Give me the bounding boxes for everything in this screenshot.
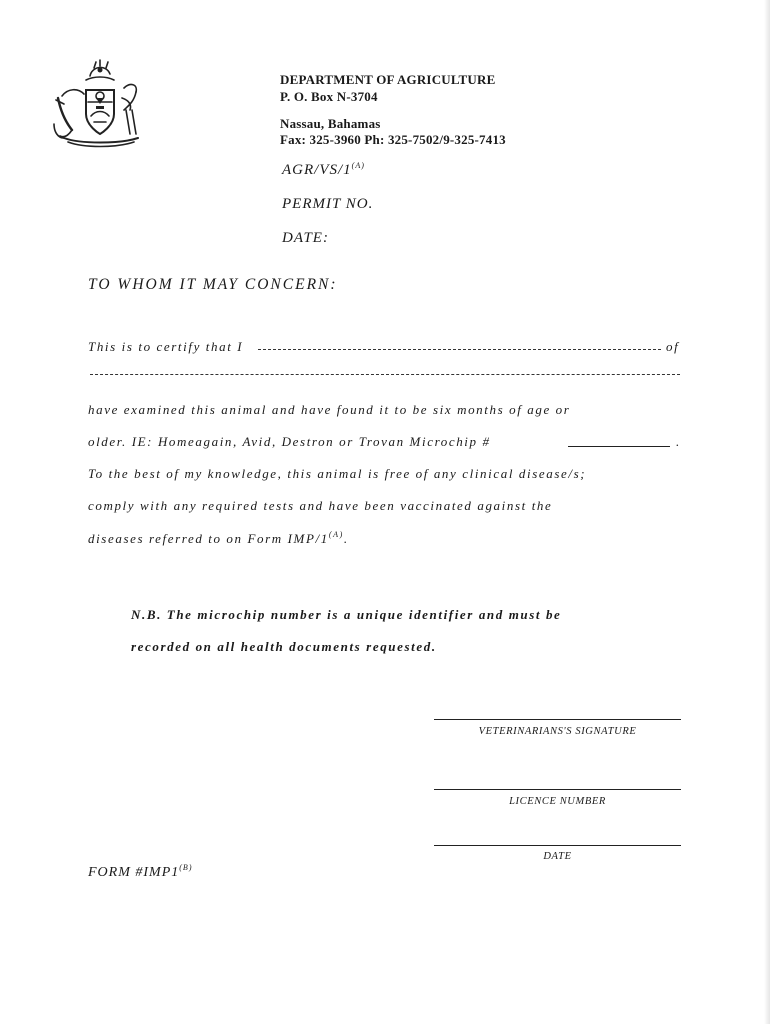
scan-edge-shadow bbox=[764, 0, 770, 1024]
signature-date-line bbox=[434, 845, 681, 846]
body-line-1: have examined this animal and have found it to be six months of age or bbox=[88, 402, 571, 417]
department-name: DEPARTMENT OF AGRICULTURE bbox=[280, 72, 496, 87]
form-footer-sup: (B) bbox=[179, 863, 193, 872]
signature-date-label: DATE bbox=[543, 851, 572, 862]
form-code-sup: (A) bbox=[351, 161, 365, 170]
note-line-2: recorded on all health documents requested. bbox=[131, 639, 437, 654]
salutation: TO WHOM IT MAY CONCERN: bbox=[88, 276, 338, 293]
body-line-2: older. IE: Homeagain, Avid, Destron or Trovan Microchip # bbox=[88, 434, 491, 449]
po-box: P. O. Box N-3704 bbox=[280, 89, 378, 104]
body-line-4: comply with any required tests and have been vaccinated against the bbox=[88, 498, 553, 513]
note-line-1: N.B. The microchip number is a unique identifier and must be bbox=[131, 607, 562, 622]
form-code: AGR/$VS/1^{(A)}$ bbox=[282, 161, 365, 178]
body-line-3: To the best of my knowledge, this animal is free of any clinical disease/s; bbox=[88, 466, 587, 481]
licence-number-label: LICENCE NUMBER bbox=[509, 796, 606, 807]
form-footer-code: FORM $\#IMP1^{(B)}$ bbox=[88, 863, 193, 880]
permit-number-label: PERMIT NO. bbox=[282, 196, 374, 212]
microchip-number-line bbox=[568, 446, 670, 447]
city: Nassau, Bahamas bbox=[280, 116, 381, 131]
vet-signature-line bbox=[434, 719, 681, 720]
date-label: DATE: bbox=[282, 230, 329, 246]
body-line-5: diseases referred to on Form IMP/$1^{(A)}$. bbox=[88, 530, 349, 546]
licence-number-line bbox=[434, 789, 681, 790]
vet-address-line bbox=[90, 374, 680, 375]
vet-signature-label: VETERINARIANS'S SIGNATURE bbox=[478, 726, 637, 737]
vet-name-line bbox=[258, 349, 661, 350]
body-line-5-sup: (A) bbox=[328, 530, 344, 539]
certify-suffix: of bbox=[666, 339, 680, 354]
body-line-2-end: . bbox=[676, 434, 681, 449]
certify-prefix: This is to certify that I bbox=[88, 339, 244, 354]
coat-of-arms-emblem bbox=[50, 58, 150, 150]
contact-numbers: Fax: 325-3960 Ph: 325-7502/9-325-7413 bbox=[280, 132, 506, 147]
